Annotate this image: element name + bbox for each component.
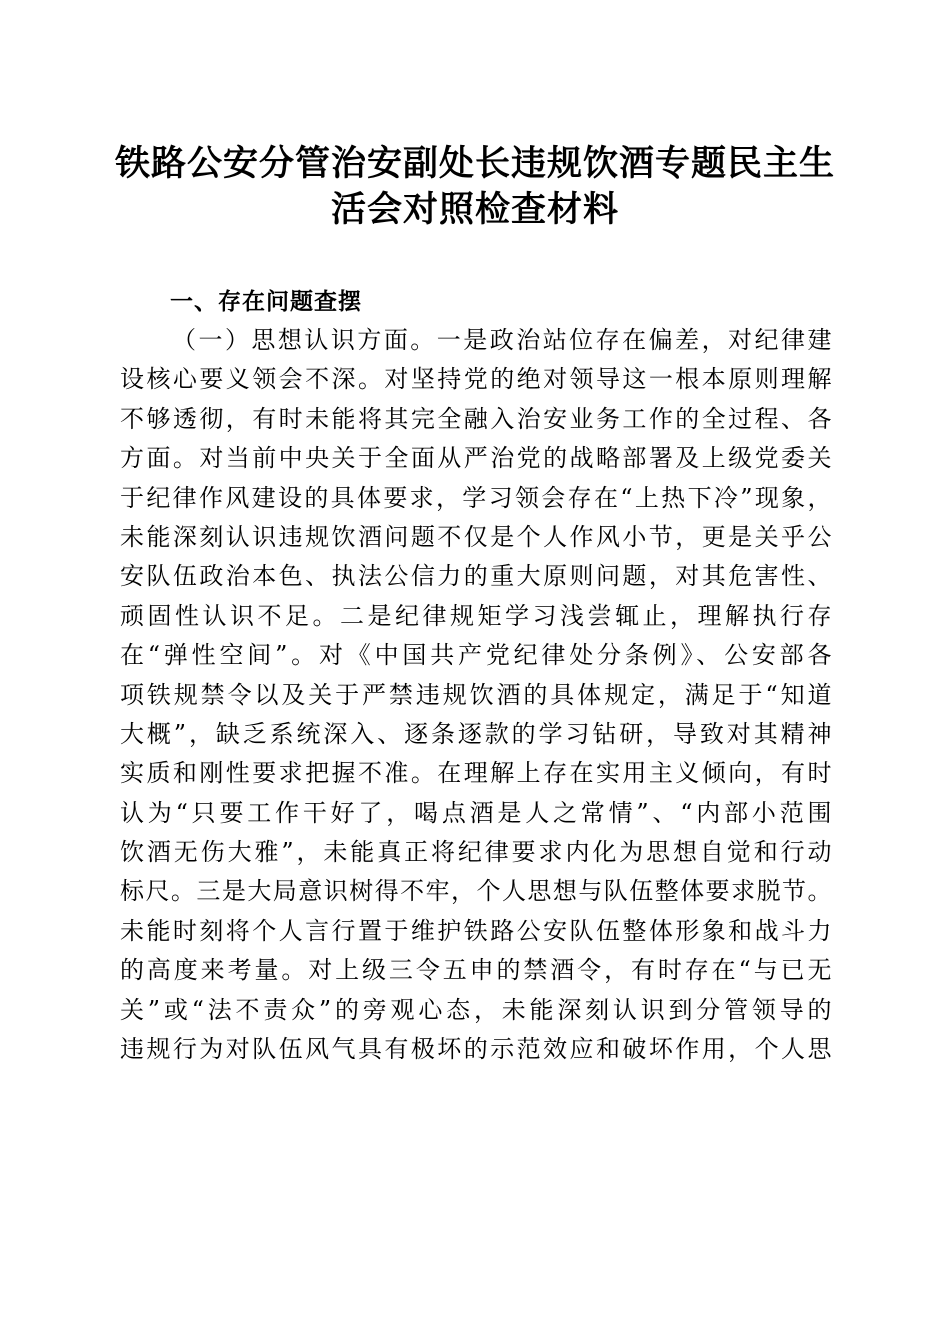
body-line: 违规行为对队伍风气具有极坏的示范效应和破坏作用，个人思 [120, 1035, 832, 1064]
body-line: 安队伍政治本色、执法公信力的重大原则问题，对其危害性、 [120, 562, 832, 591]
body-line: 认为“只要工作干好了，喝点酒是人之常情”、“内部小范围 [120, 798, 832, 827]
body-line: 未能时刻将个人言行置于维护铁路公安队伍整体形象和战斗力 [120, 916, 832, 945]
body-line: 于纪律作风建设的具体要求，学习领会存在“上热下冷”现象， [120, 483, 832, 512]
body-line: 项铁规禁令以及关于严禁违规饮酒的具体规定，满足于“知道 [120, 680, 832, 709]
document-title-line-1: 铁路公安分管治安副处长违规饮酒专题民主生 [114, 143, 835, 184]
body-line: 饮酒无伤大雅”，未能真正将纪律要求内化为思想自觉和行动 [120, 838, 832, 867]
body-line: 设核心要义领会不深。对坚持党的绝对领导这一根本原则理解 [120, 365, 832, 394]
body-line: （一）思想认识方面。一是政治站位存在偏差，对纪律建 [172, 326, 832, 354]
body-line: 标尺。三是大局意识树得不牢，个人思想与队伍整体要求脱节。 [120, 877, 832, 906]
body-line: 未能深刻认识违规饮酒问题不仅是个人作风小节，更是关乎公 [120, 522, 832, 551]
body-line: 实质和刚性要求把握不准。在理解上存在实用主义倾向，有时 [120, 759, 832, 788]
body-line: 方面。对当前中央关于全面从严治党的战略部署及上级党委关 [120, 444, 832, 473]
body-line: 在“弹性空间”。对《中国共产党纪律处分条例》、公安部各 [120, 641, 832, 670]
document-title-line-2: 活会对照检查材料 [330, 189, 619, 230]
body-line: 大概”，缺乏系统深入、逐条逐款的学习钻研，导致对其精神 [120, 719, 832, 748]
body-line: 顽固性认识不足。二是纪律规矩学习浅尝辄止，理解执行存 [120, 601, 832, 630]
body-line: 关”或“法不责众”的旁观心态，未能深刻认识到分管领导的 [120, 995, 832, 1024]
body-line: 不够透彻，有时未能将其完全融入治安业务工作的全过程、各 [120, 404, 832, 433]
body-line: 的高度来考量。对上级三令五申的禁酒令，有时存在“与已无 [120, 956, 832, 985]
section-heading: 一、存在问题查摆 [170, 289, 362, 315]
body-paragraph [120, 321, 832, 1069]
